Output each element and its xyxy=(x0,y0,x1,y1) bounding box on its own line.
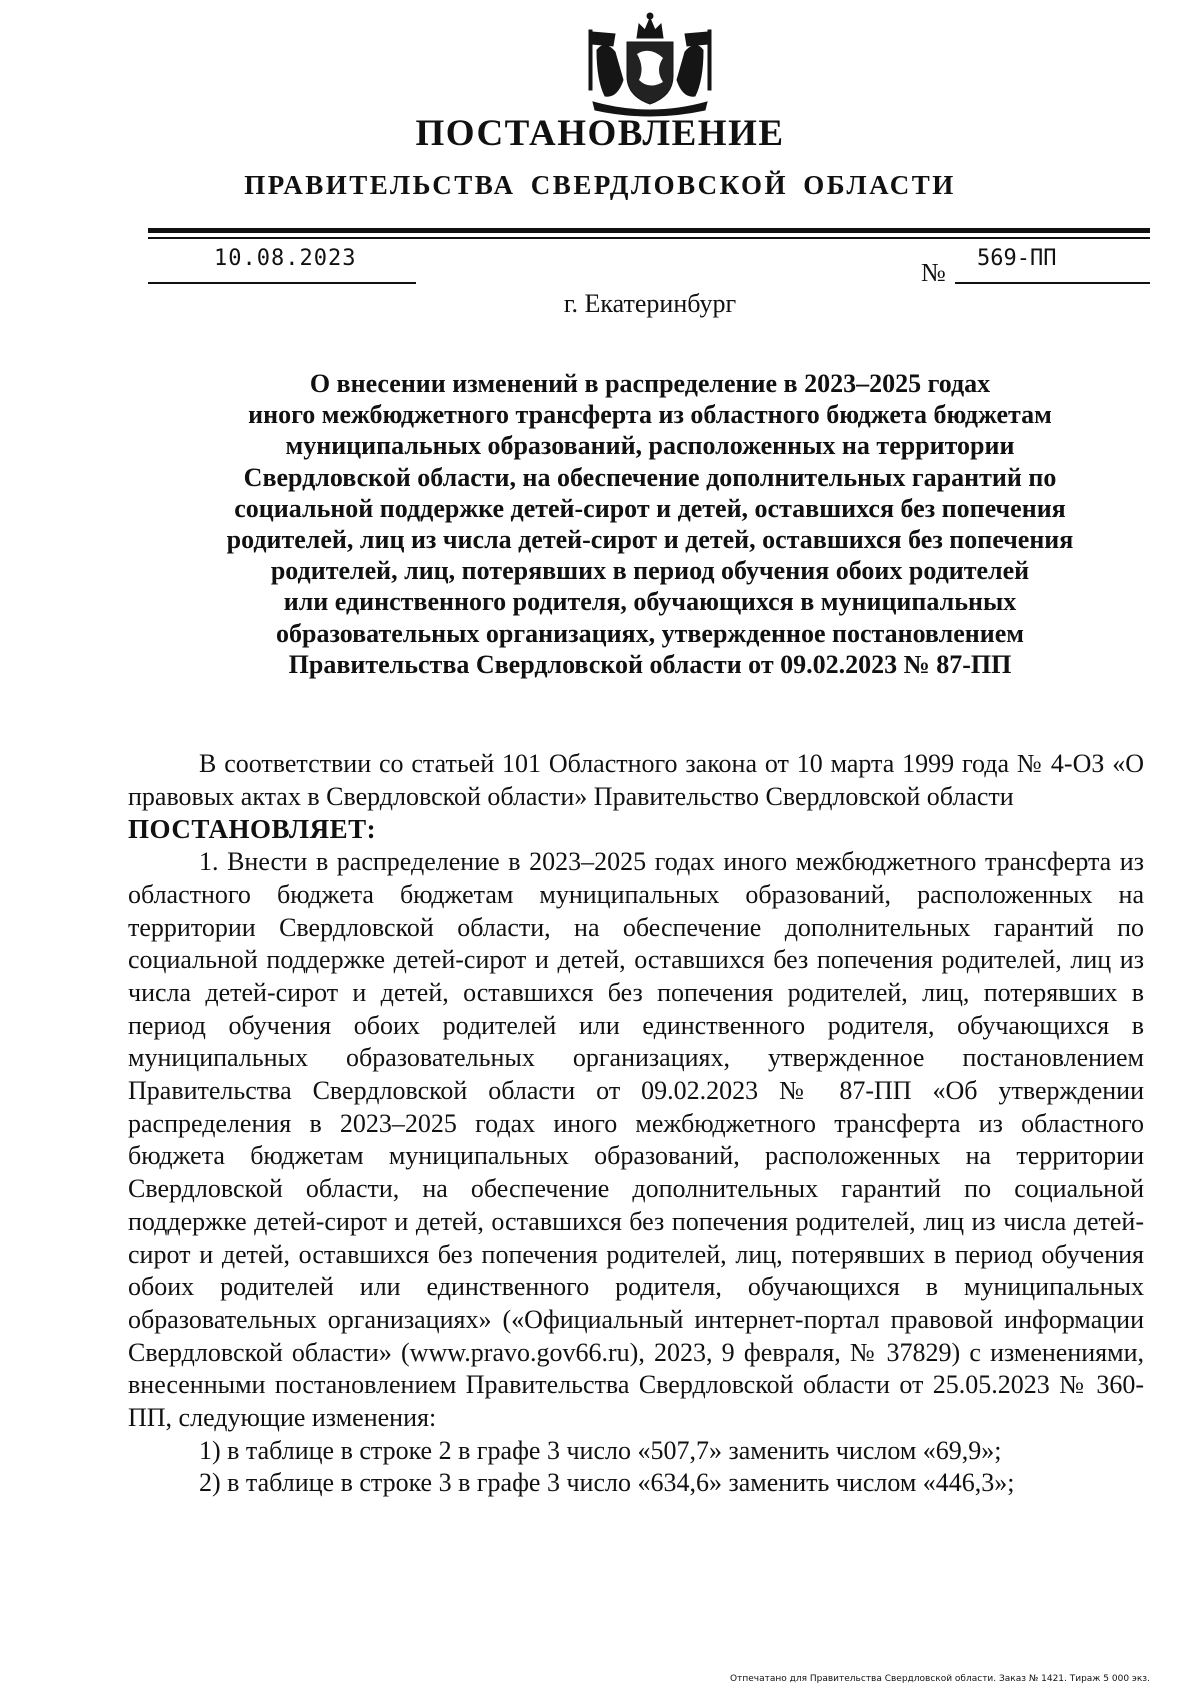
print-footer: Отпечатано для Правительства Свердловской области. Заказ № 1421. Тираж 5 000 экз. xyxy=(730,1674,1150,1684)
header-divider-thick xyxy=(148,228,1150,233)
item-1-paragraph: 1. Внести в распределение в 2023–2025 годах иного межбюджетного трансферта из областного бюджета бюджетам муниципальных образований, расположенных на территории Свердловской области, на обеспечение дополнительных гарантий по социальной поддержке детей-сирот и детей, оставшихся без попечения родителей, лиц из числа детей-сирот и детей, оставшихся без попечения родителей, лиц, потерявших в период обучения обоих родителей или единственного родителя, обучающихся в муниципальных образовательных организациях, утвержденное постановлением Правительства Свердловской области от 09.02.2023 № 87-ПП «Об утверждении распределения в 2023–2025 годах иного межбюджетного трансферта из областного бюджета бюджетам муниципальных образований, расположенных на территории Свердловской области, на обеспечение дополнительных гарантий по социальной поддержке детей-сирот и детей, оставшихся без попечения родителей, лиц из числа детей-сирот и детей, оставшихся без попечения родителей, лиц, потерявших в период обучения обоих родителей или единственного родителя, обучающихся в муниципальных образовательных организациях» («Официальный интернет-портал правовой информации Свердловской области» (www.pravo.gov66.ru), 2023, 9 февраля, № 37829) с изменениями, внесенными постановлением Правительства Свердловской области от 25.05.2023 № 360-ПП, следующие изменения: xyxy=(128,847,1144,1433)
coat-of-arms-emblem xyxy=(575,10,725,120)
document-heading xyxy=(150,368,1150,680)
subitem-1: 1) в таблице в строке 2 в графе 3 число «507,7» заменить числом «69,9»; xyxy=(199,1435,1002,1465)
document-city: г. Екатеринбург xyxy=(563,289,737,318)
heading-line: образовательных организациях, утвержденное постановлением xyxy=(276,618,1024,648)
heading-line: родителей, лиц, потерявших в период обучения обоих родителей xyxy=(270,556,1030,586)
document-issuer: ПРАВИТЕЛЬСТВА СВЕРДЛОВСКОЙ ОБЛАСТИ xyxy=(244,170,956,200)
document-title: ПОСТАНОВЛЕНИЕ xyxy=(415,113,785,154)
number-underline xyxy=(955,282,1150,284)
decree-keyword: ПОСТАНОВЛЯЕТ: xyxy=(128,814,377,845)
heading-line: иного межбюджетного трансферта из областного бюджета бюджетам xyxy=(248,400,1052,430)
preamble-paragraph: В соответствии со статьей 101 Областного закона от 10 марта 1999 года № 4-ОЗ «О правовых актах в Свердловской области» Правительство Свердловской области xyxy=(128,749,1144,811)
document-body xyxy=(128,748,1144,1500)
document-date: 10.08.2023 xyxy=(214,246,357,271)
heading-line: или единственного родителя, обучающихся в муниципальных xyxy=(283,587,1017,617)
heading-line: родителей, лиц из числа детей-сирот и детей, оставшихся без попечения xyxy=(226,525,1074,555)
heading-line: Правительства Свердловской области от 09.02.2023 № 87-ПП xyxy=(288,649,1012,679)
heading-line: социальной поддержке детей-сирот и детей, оставшихся без попечения xyxy=(234,493,1066,523)
subitem-2: 2) в таблице в строке 3 в графе 3 число «634,6» заменить числом «446,3»; xyxy=(199,1468,1015,1498)
heading-line: муниципальных образований, расположенных на территории xyxy=(285,431,1015,461)
heading-line: Свердловской области, на обеспечение дополнительных гарантий по xyxy=(243,462,1057,492)
heading-line: О внесении изменений в распределение в 2023–2025 годах xyxy=(309,369,991,398)
header-divider-thin xyxy=(148,237,1150,239)
date-underline xyxy=(148,282,416,284)
number-sign: № xyxy=(921,258,946,287)
document-number: 569-ПП xyxy=(977,246,1057,271)
